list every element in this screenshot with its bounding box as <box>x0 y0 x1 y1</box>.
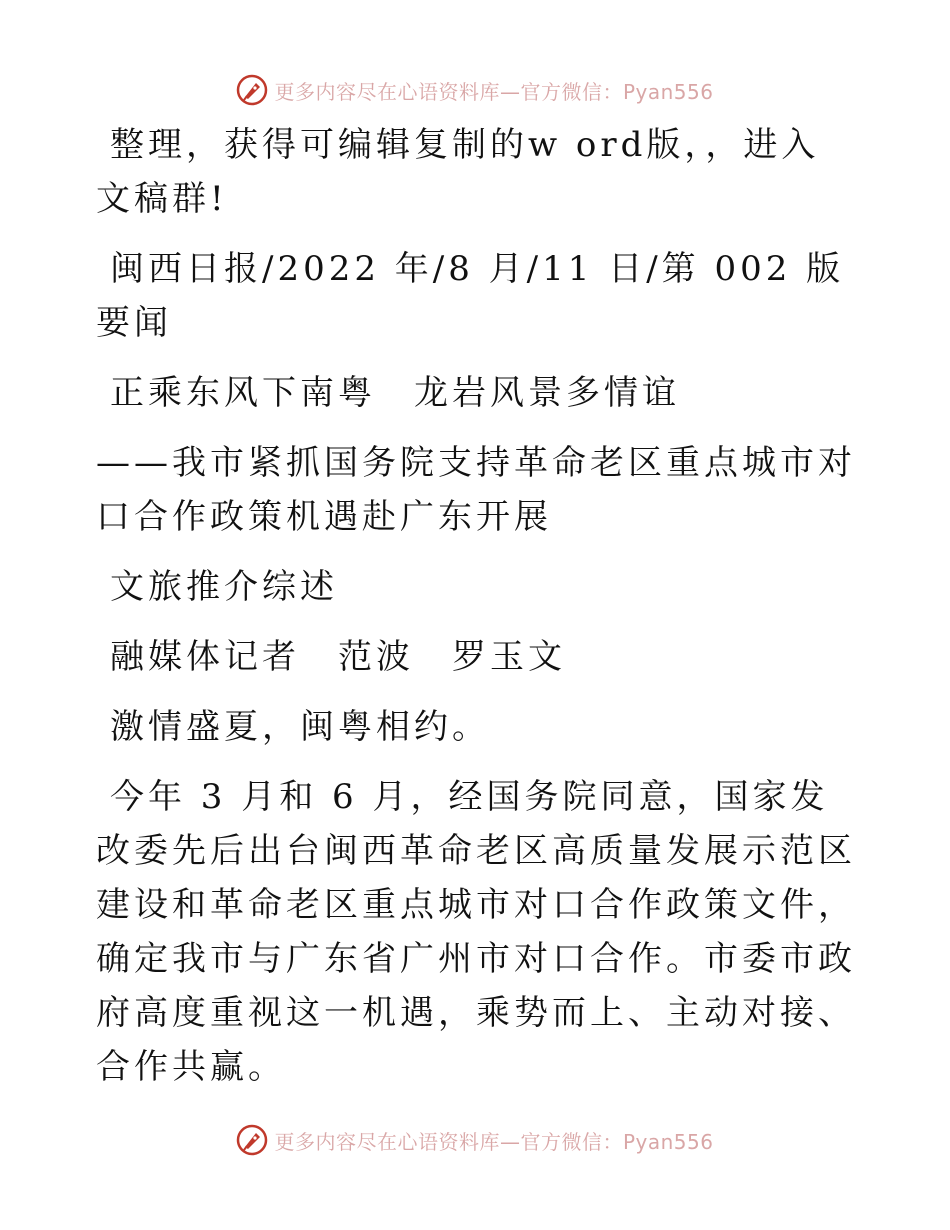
paragraph-intro: 整理，获得可编辑复制的w ord版，，进入文稿群! <box>96 125 820 219</box>
watermark-text: 更多内容尽在心语资料库—官方微信：Pyan556 <box>274 1129 714 1154</box>
footer-watermark <box>0 1120 950 1160</box>
header-watermark <box>0 70 950 110</box>
paragraph-body: 今年 3 月和 6 月，经国务院同意，国家发改委先后出台闽西革命老区高质量发展示范区建设和革命老区重点城市对口合作政策文件，确定我市与广东省广州市对口合作。市委市政府高度重视这一机遇，乘势而上、主动对接、合作共赢。 <box>96 777 856 1087</box>
watermark-text: 更多内容尽在心语资料库—官方微信：Pyan556 <box>274 79 714 104</box>
pen-nib-logo-icon <box>236 1124 268 1156</box>
article-headline: 正乘东风下南粤 龙岩风景多情谊 <box>110 373 680 413</box>
article-subheadline: ——我市紧抓国务院支持革命老区重点城市对口合作政策机遇赴广东开展 <box>96 443 856 537</box>
article-byline: 融媒体记者 范波 罗玉文 <box>110 637 566 677</box>
document-body <box>96 118 856 1110</box>
pen-nib-logo-icon <box>236 74 268 106</box>
paragraph-opening: 激情盛夏，闽粤相约。 <box>110 707 490 747</box>
paragraph-source-line: 闽西日报/2022 年/8 月/11 日/第 002 版要闻 <box>96 249 845 343</box>
article-subheadline-cont: 文旅推介综述 <box>110 567 338 607</box>
